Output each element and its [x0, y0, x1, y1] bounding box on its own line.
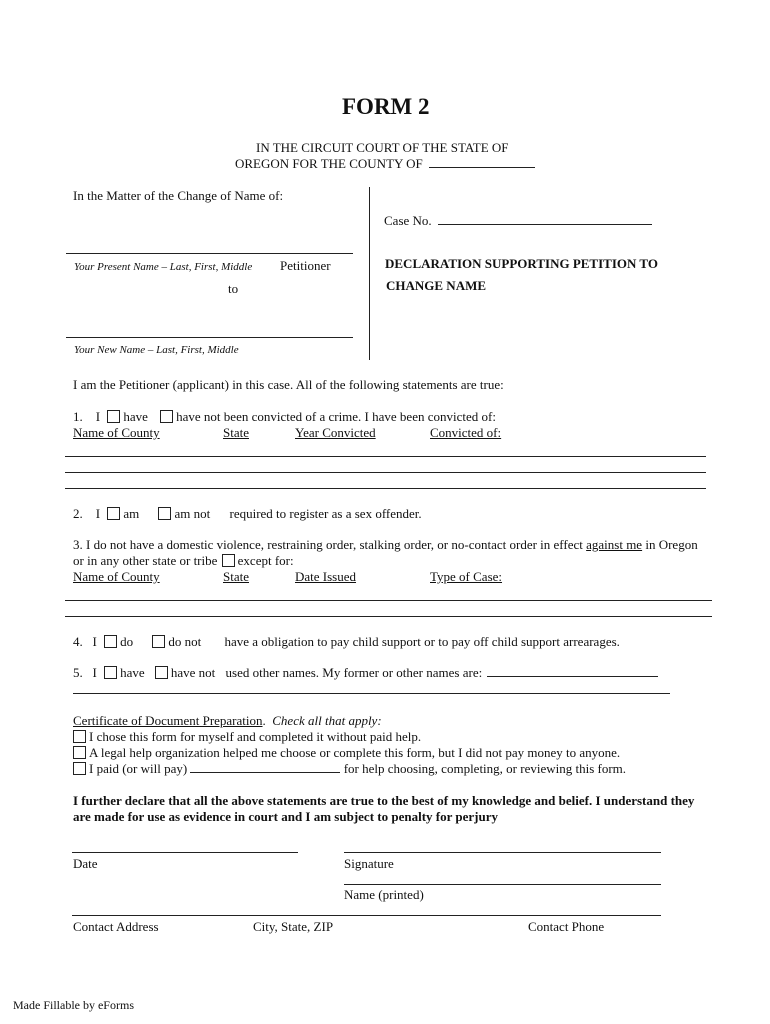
present-name-line[interactable]	[66, 253, 353, 254]
cert-opt3-preparer-field[interactable]	[190, 762, 340, 773]
q1-header-convicted-of: Convicted of:	[430, 425, 502, 440]
contact-line[interactable]	[72, 915, 661, 916]
q4-do-checkbox[interactable]	[104, 635, 117, 648]
name-printed-label: Name (printed)	[344, 887, 424, 902]
question-3-line-2	[73, 553, 294, 569]
q5-tail: used other names. My former or other names are:	[225, 665, 483, 680]
city-state-zip-label: City, State, ZIP	[253, 919, 334, 934]
cert-opt3-label-a: I paid (or will pay)	[89, 761, 188, 776]
court-line-2-text: OREGON FOR THE COUNTY OF	[235, 156, 423, 171]
declaration-heading-2: CHANGE NAME	[386, 278, 487, 293]
contact-address-label: Contact Address	[73, 919, 159, 934]
cert-opt2-label: A legal help organization helped me choose or complete this form, but I did not pay money to anyone.	[89, 745, 621, 760]
date-label: Date	[73, 856, 98, 871]
case-number-field[interactable]	[438, 214, 652, 225]
court-line-1: IN THE CIRCUIT COURT OF THE STATE OF	[256, 140, 509, 155]
q1-header-year: Year Convicted	[295, 425, 376, 440]
q1-header-state: State	[223, 425, 249, 440]
q5-i: I	[92, 665, 97, 680]
q1-number: 1.	[73, 409, 83, 424]
q1-have-not-label: have not been convicted of a crime. I have been convicted of:	[176, 409, 496, 424]
q3-text-against-me: against me	[586, 537, 643, 552]
q4-i: I	[92, 634, 97, 649]
q4-do-label: do	[120, 634, 134, 649]
q4-do-not-checkbox[interactable]	[152, 635, 165, 648]
q1-header-county: Name of County	[73, 425, 160, 440]
cert-opt1-checkbox[interactable]	[73, 730, 86, 743]
case-number-label: Case No.	[384, 213, 432, 228]
q5-other-names-field[interactable]	[487, 666, 658, 677]
cert-opt1-label: I chose this form for myself and completed it without paid help.	[89, 729, 422, 744]
q4-tail: have a obligation to pay child support or to pay off child support arrearages.	[224, 634, 620, 649]
q5-have-not-label: have not	[170, 665, 216, 680]
case-number-row	[384, 213, 652, 229]
q5-have-not-checkbox[interactable]	[155, 666, 168, 679]
new-name-label: Your New Name – Last, First, Middle	[74, 344, 239, 356]
court-line-2	[235, 156, 535, 172]
signature-line[interactable]	[344, 852, 661, 853]
q2-am-label: am	[123, 506, 140, 521]
name-printed-line[interactable]	[344, 884, 661, 885]
q3-text-tribe: or in any other state or tribe	[73, 553, 218, 568]
q2-am-not-checkbox[interactable]	[158, 507, 171, 520]
q3-except-label: except for:	[237, 553, 294, 568]
q3-header-type-of-case: Type of Case:	[430, 569, 503, 584]
q3-header-state: State	[223, 569, 249, 584]
contact-phone-label: Contact Phone	[528, 919, 605, 934]
q5-have-label: have	[120, 665, 145, 680]
county-field[interactable]	[429, 157, 535, 168]
q3-text-a: 3. I do not have a domestic violence, restraining order, stalking order, or no-contact order in effect	[73, 537, 587, 552]
footer-watermark: Made Fillable by eForms	[13, 998, 134, 1012]
new-name-line[interactable]	[66, 337, 353, 338]
petitioner-label: Petitioner	[280, 258, 331, 273]
q2-number: 2.	[73, 506, 83, 521]
q3-text-c: in Oregon	[642, 537, 698, 552]
q4-number: 4.	[73, 634, 83, 649]
cert-opt3-checkbox[interactable]	[73, 762, 86, 775]
caption-divider	[369, 187, 370, 360]
q1-answer-line-2[interactable]	[65, 472, 706, 473]
q5-answer-line[interactable]	[73, 693, 670, 694]
q1-have-label: have	[123, 409, 148, 424]
question-4	[73, 634, 620, 650]
q4-do-not-label: do not	[168, 634, 202, 649]
q3-except-checkbox[interactable]	[222, 554, 235, 567]
q2-am-not-label: am not	[174, 506, 211, 521]
certificate-option-1	[73, 729, 421, 745]
q1-i: I	[95, 409, 101, 424]
q1-answer-line-1[interactable]	[65, 456, 706, 457]
declaration-line-1: I further declare that all the above statements are true to the best of my knowledge and belief. I understand they	[73, 793, 695, 808]
form-title: FORM 2	[342, 94, 430, 119]
q3-answer-line-2[interactable]	[65, 616, 712, 617]
q1-have-checkbox[interactable]	[107, 410, 120, 423]
present-name-label: Your Present Name – Last, First, Middle	[74, 261, 253, 273]
q1-have-not-checkbox[interactable]	[160, 410, 173, 423]
q5-number: 5.	[73, 665, 83, 680]
to-label: to	[228, 281, 239, 296]
q1-answer-line-3[interactable]	[65, 488, 706, 489]
intro-text-b: . All of the following statements are true:	[289, 377, 504, 392]
question-2	[73, 506, 422, 522]
matter-label: In the Matter of the Change of Name of:	[73, 188, 284, 203]
certificate-option-2	[73, 745, 620, 761]
q3-header-date-issued: Date Issued	[295, 569, 357, 584]
q2-tail: required to register as a sex offender.	[229, 506, 422, 521]
q3-answer-line-1[interactable]	[65, 600, 712, 601]
question-1	[73, 409, 496, 425]
date-line[interactable]	[72, 852, 298, 853]
cert-opt2-checkbox[interactable]	[73, 746, 86, 759]
q2-i: I	[95, 506, 101, 521]
cert-opt3-label-b: for help choosing, completing, or reviewing this form.	[343, 761, 627, 776]
q2-am-checkbox[interactable]	[107, 507, 120, 520]
certificate-check-all: Check all that apply:	[272, 713, 382, 728]
q5-have-checkbox[interactable]	[104, 666, 117, 679]
declaration-heading-1: DECLARATION SUPPORTING PETITION TO	[385, 256, 658, 271]
intro-statement	[73, 377, 504, 393]
certificate-title: Certificate of Document Preparation	[73, 713, 263, 728]
certificate-option-3	[73, 761, 626, 777]
certificate-heading: Certificate of Document Preparation. Check all that apply:	[73, 713, 382, 728]
signature-label: Signature	[344, 856, 394, 871]
q3-header-county: Name of County	[73, 569, 160, 584]
question-5	[73, 665, 658, 681]
declaration-line-2: are made for use as evidence in court and I am subject to penalty for perjury	[73, 809, 498, 824]
question-3-line-1	[73, 537, 698, 553]
intro-text-a: I am the Petitioner (applicant) in this case	[73, 377, 290, 392]
